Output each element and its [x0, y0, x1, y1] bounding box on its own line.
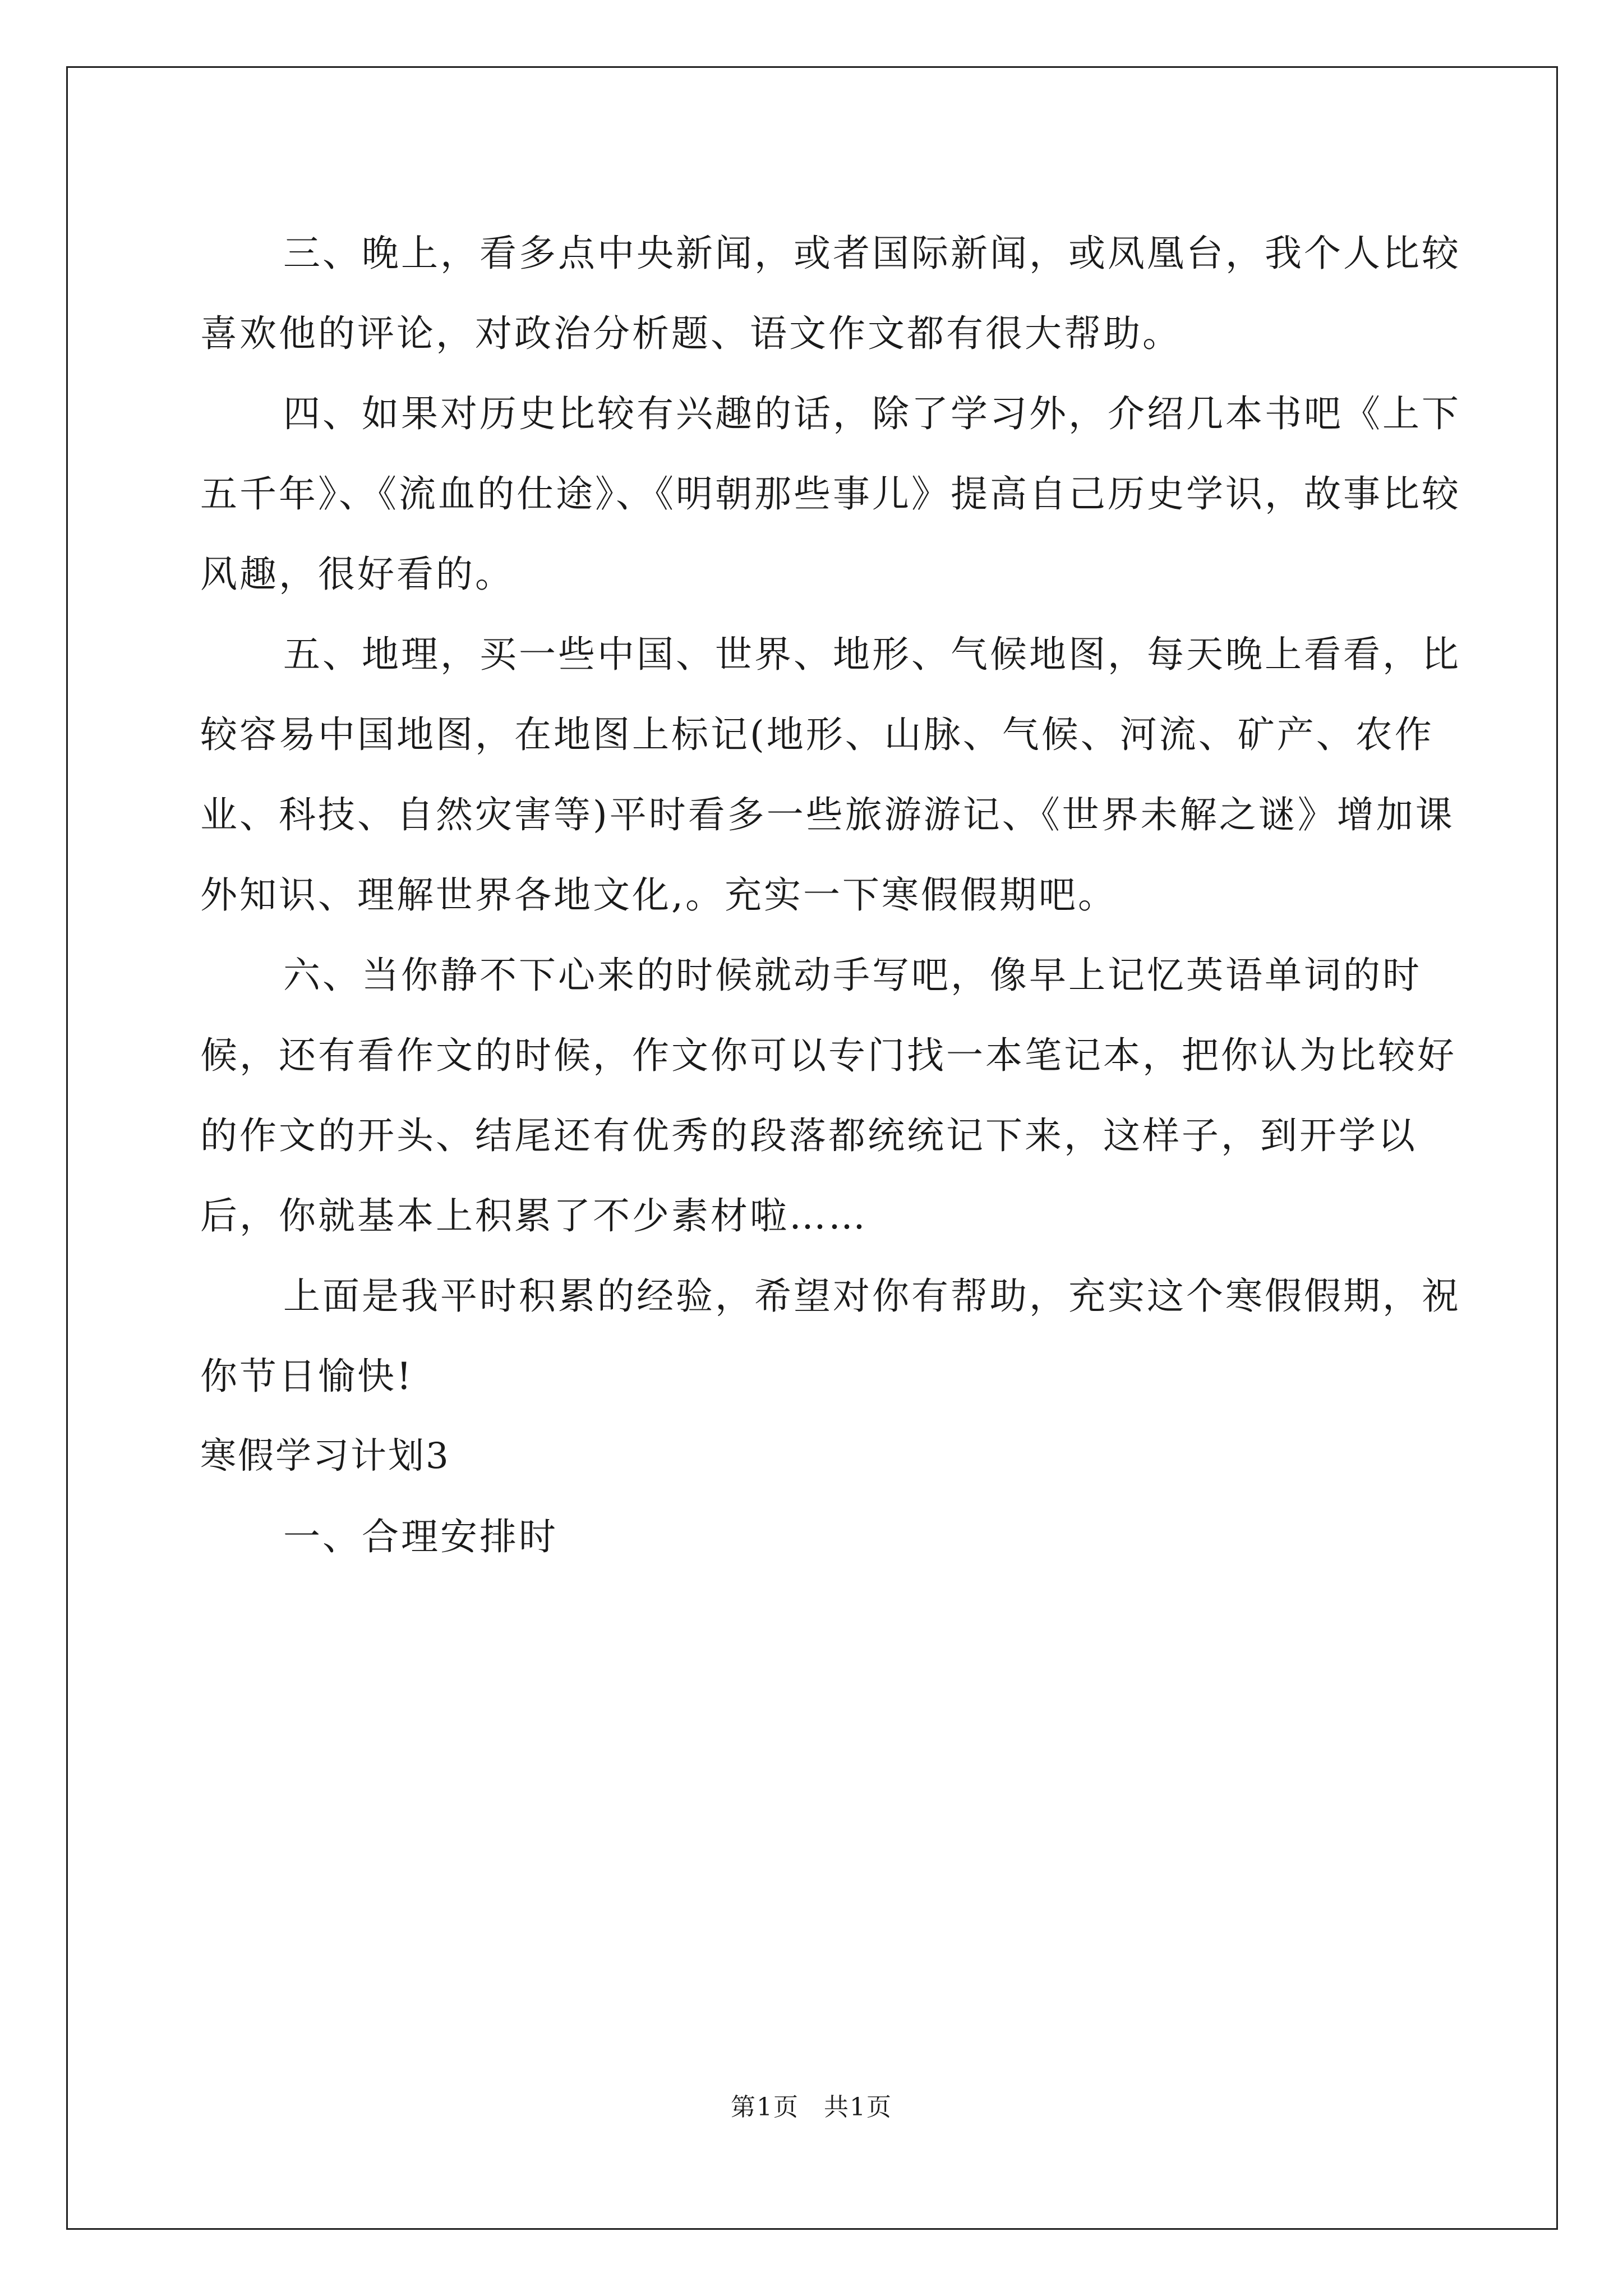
section-title: 寒假学习计划3: [200, 1435, 450, 1477]
paragraph-history: 四、如果对历史比较有兴趣的话，除了学习外，介绍几本书吧《上下五千年》、《流血的仕途》、《明朝那些事儿》提高自己历史学识，故事比较风趣，很好看的。: [200, 392, 1461, 596]
page-total: 共1页: [824, 2093, 892, 2122]
paragraph-geography: 五、地理，买一些中国、世界、地形、气候地图，每天晚上看看，比较容易中国地图，在地图上标记(地形、山脉、气候、河流、矿产、农作业、科技、自然灾害等)平时看多一些旅游游记、《世界未解之谜》增加课外知识、理解世界各地文化,。充实一下寒假假期吧。: [200, 633, 1461, 917]
paragraph-writing: 六、当你静不下心来的时候就动手写吧，像早上记忆英语单词的时候，还有看作文的时候，作文你可以专门找一本笔记本，把你认为比较好的作文的开头、结尾还有优秀的段落都统统记下来，这样子，到开学以后，你就基本上积累了不少素材啦……: [200, 954, 1456, 1237]
page-footer: [0, 2091, 1623, 2124]
paragraph-closing: 上面是我平时积累的经验，希望对你有帮助，充实这个寒假假期，祝你节日愉快!: [200, 1274, 1461, 1398]
document-body: [200, 213, 1473, 1577]
page-number: 第1页: [731, 2093, 799, 2122]
subsection-heading: 一、合理安排时: [283, 1515, 558, 1558]
paragraph-news: 三、晚上，看多点中央新闻，或者国际新闻，或凤凰台，我个人比较喜欢他的评论，对政治分析题、语文作文都有很大帮助。: [200, 232, 1461, 355]
